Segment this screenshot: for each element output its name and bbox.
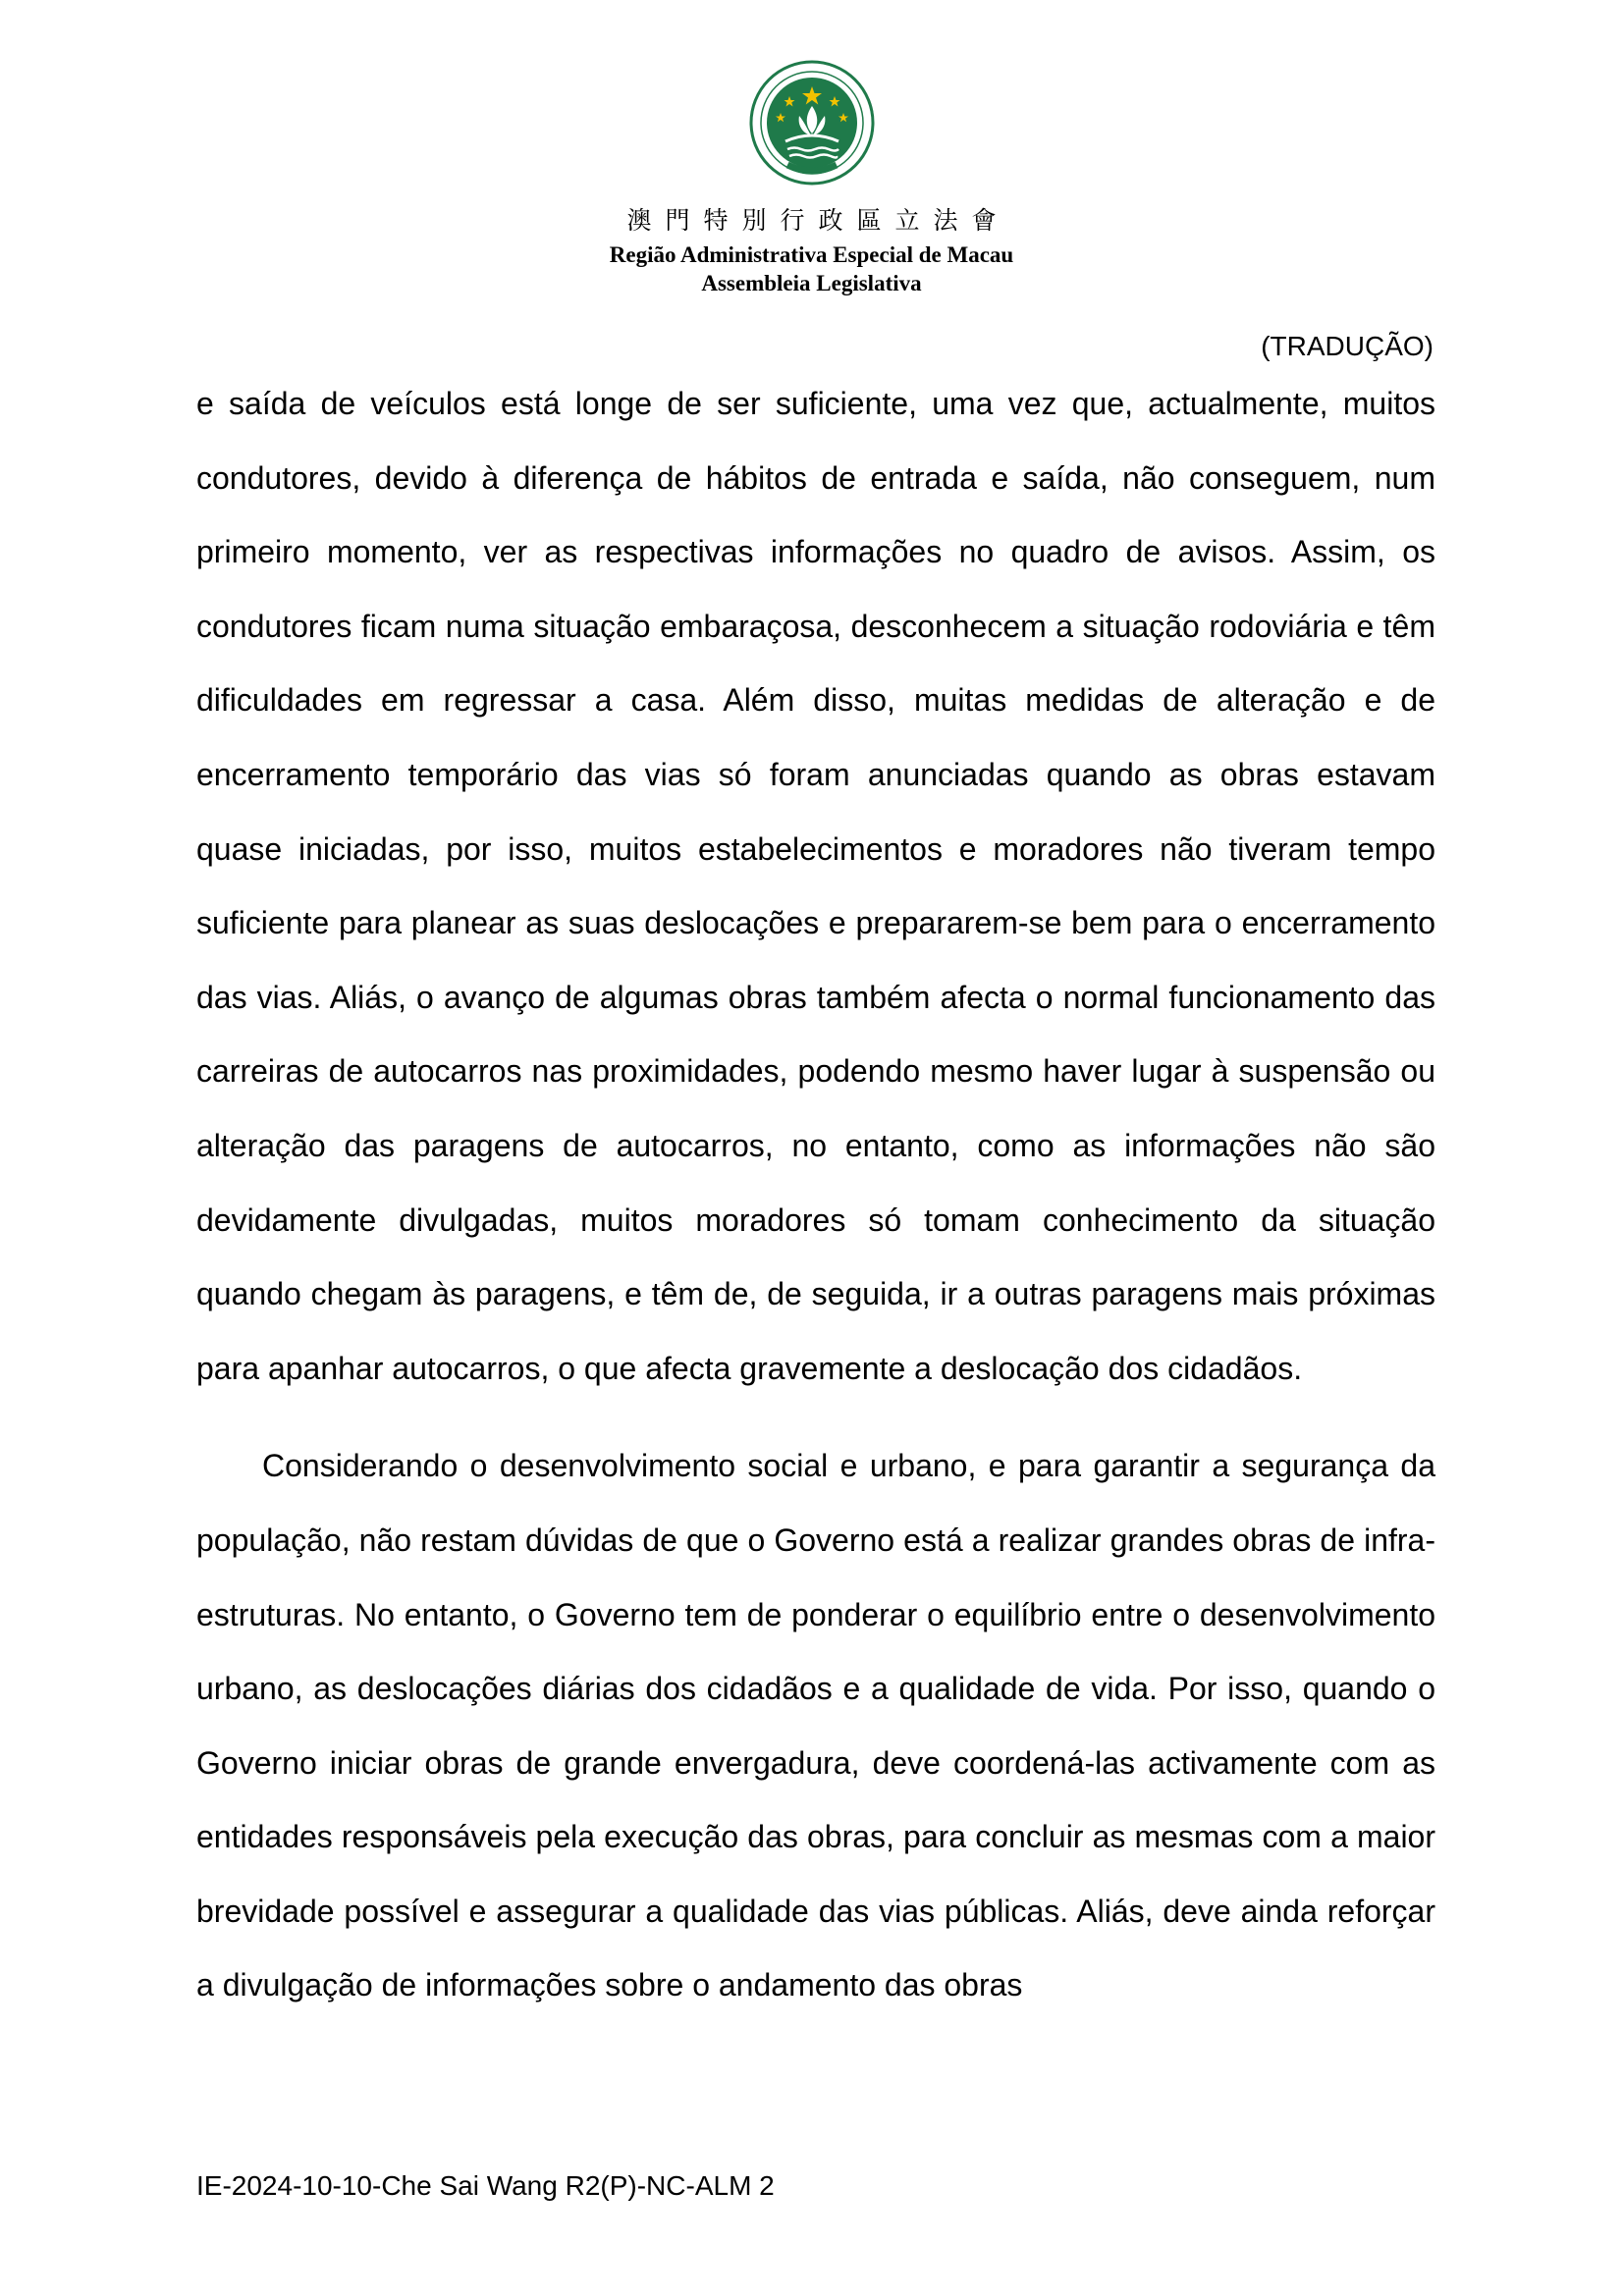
document-header [0,59,1623,297]
assembly-name: Assembleia Legislativa [701,271,922,295]
document-reference: IE-2024-10-10-Che Sai Wang R2(P)-NC-ALM 2 [196,2170,775,2201]
translation-tag: (TRADUÇÃO) [1261,331,1434,361]
body-paragraph: e saída de veículos está longe de ser suficiente, uma vez que, actualmente, muitos condutores, devido à diferença de hábitos de entrada e saída, não conseguem, num primeiro momento, ver as respectivas informações no quadro de avisos. Assim, os condutores ficam numa situação embaraçosa, desconhecem a situação rodoviária e têm dificuldades em regressar a casa. Além disso, muitas medidas de alteração e de encerramento temporário das vias só foram anunciadas quando as obras estavam quase iniciadas, por isso, muitos estabelecimentos e moradores não tiveram tempo suficiente para planear as suas deslocações e prepararem-se bem para o encerramento das vias. Aliás, o avanço de algumas obras também afecta o normal funcionamento das carreiras de autocarros nas proximidades, podendo mesmo haver lugar à suspensão ou alteração das paragens de autocarros, no entanto, como as informações não são devidamente divulgadas, muitos moradores só tomam conhecimento da situação quando chegam às paragens, e têm de, de seguida, ir a outras paragens mais próximas para apanhar autocarros, o que afecta gravemente a deslocação dos cidadãos. [196,386,1435,1386]
assembly-chinese-name: 澳門特別行政區立法會 [626,206,1010,235]
region-name: Região Administrativa Especial de Macau [609,242,1014,267]
macau-regional-emblem-icon [748,59,876,187]
document-body [196,367,1435,2023]
body-paragraph: Considerando o desenvolvimento social e urbano, e para garantir a segurança da população, não restam dúvidas de que o Governo está a realizar grandes obras de infra-estruturas. No entanto, o Governo tem de ponderar o equilíbrio entre o desenvolvimento urbano, as deslocações diárias dos cidadãos e a qualidade de vida. Por isso, quando o Governo iniciar obras de grande envergadura, deve coordená-las activamente com as entidades responsáveis pela execução das obras, para concluir as mesmas com a maior brevidade possível e assegurar a qualidade das vias públicas. Aliás, deve ainda reforçar a divulgação de informações sobre o andamento das obras [196,1448,1435,2003]
